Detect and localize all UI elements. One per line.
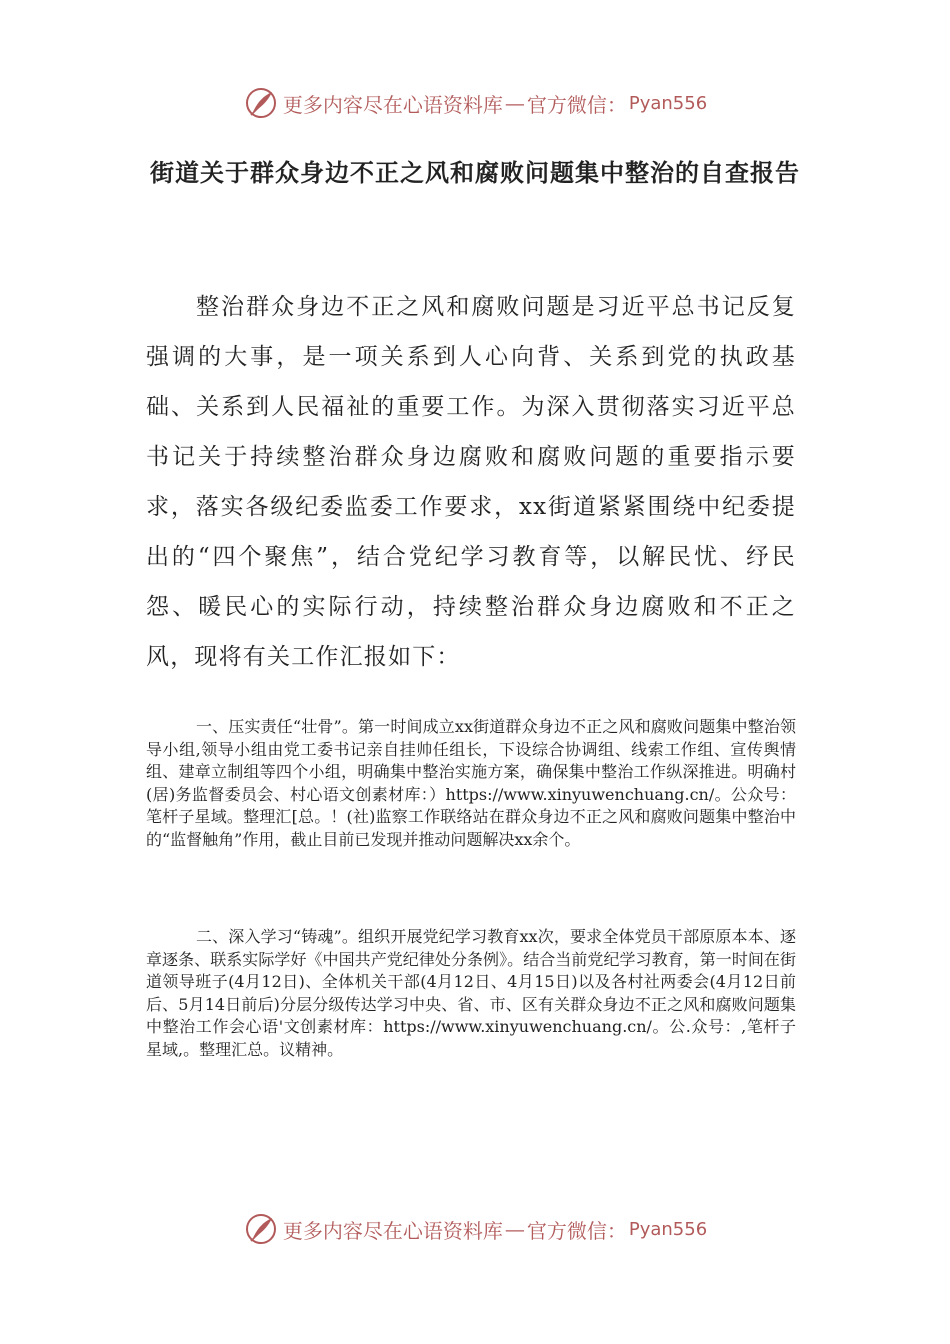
banner-separator: — bbox=[504, 1217, 525, 1241]
intro-paragraph: 整治群众身边不正之风和腐败问题是习近平总书记反复强调的大事，是一项关系到人心向背、关系到党的执政基础、关系到人民福祉的重要工作。为深入贯彻落实习近平总书记关于持续整治群众身边腐败和腐败问题的重要指示要求，落实各级纪委监委工作要求，xx街道紧紧围绕中纪委提出的“四个聚焦”，结合党纪学习教育等，以解民忧、纾民怨、暖民心的实际行动，持续整治群众身边腐败和不正之风，现将有关工作汇报如下： bbox=[146, 294, 796, 670]
banner-main-text: 更多内容尽在心语资料库 bbox=[282, 1218, 503, 1243]
banner-separator: — bbox=[504, 91, 525, 115]
banner-main-text: 更多内容尽在心语资料库 bbox=[282, 92, 503, 117]
section-paragraph-1: 一、压实责任“壮骨”。第一时间成立xx街道群众身边不正之风和腐败问题集中整治领导小组,领导小组由党工委书记亲自挂帅任组长，下设综合协调组、线索工作组、宣传舆情组、建章立制组等四个小组，明确集中整治实施方案，确保集中整治工作纵深推进。明确村(居)务监督委员会、村心语文创素材库：）https://www.xinyuwenchuang.cn/。公众号：笔杆子星域。整理汇[总。！(社)监察工作联络站在群众身边不正之风和腐败问题集中整治中的“监督触角”作用，截止目前已发现并推动问题解决xx余个。 bbox=[146, 717, 796, 849]
feather-pen-circle-icon bbox=[243, 1211, 279, 1247]
watermark-banner-top bbox=[0, 83, 950, 123]
document-title: 街道关于群众身边不正之风和腐败问题集中整治的自查报告 bbox=[150, 158, 800, 187]
watermark-banner-bottom bbox=[0, 1209, 950, 1249]
section-paragraph-2: 二、深入学习“铸魂”。组织开展党纪学习教育xx次，要求全体党员干部原原本本、逐章逐条、联系实际学好《中国共产党纪律处分条例》。结合当前党纪学习教育，第一时间在街道领导班子(4月12日)、全体机关干部(4月12日、4月15日)以及各村社两委会(4月12日前后、5月14日前后)分层分级传达学习中央、省、市、区有关群众身边不正之风和腐败问题集中整治工作会心语'文创素材库：https://www.xinyuwenchuang.cn/。公.众号：,笔杆子星域,。整理汇总。议精神。 bbox=[146, 927, 796, 1059]
banner-wechat-id: Pyan556 bbox=[628, 1218, 708, 1240]
banner-wechat-id: Pyan556 bbox=[628, 92, 708, 114]
banner-subtext: 官方微信： bbox=[526, 92, 627, 117]
banner-subtext: 官方微信： bbox=[526, 1218, 627, 1243]
feather-pen-circle-icon bbox=[243, 85, 279, 121]
